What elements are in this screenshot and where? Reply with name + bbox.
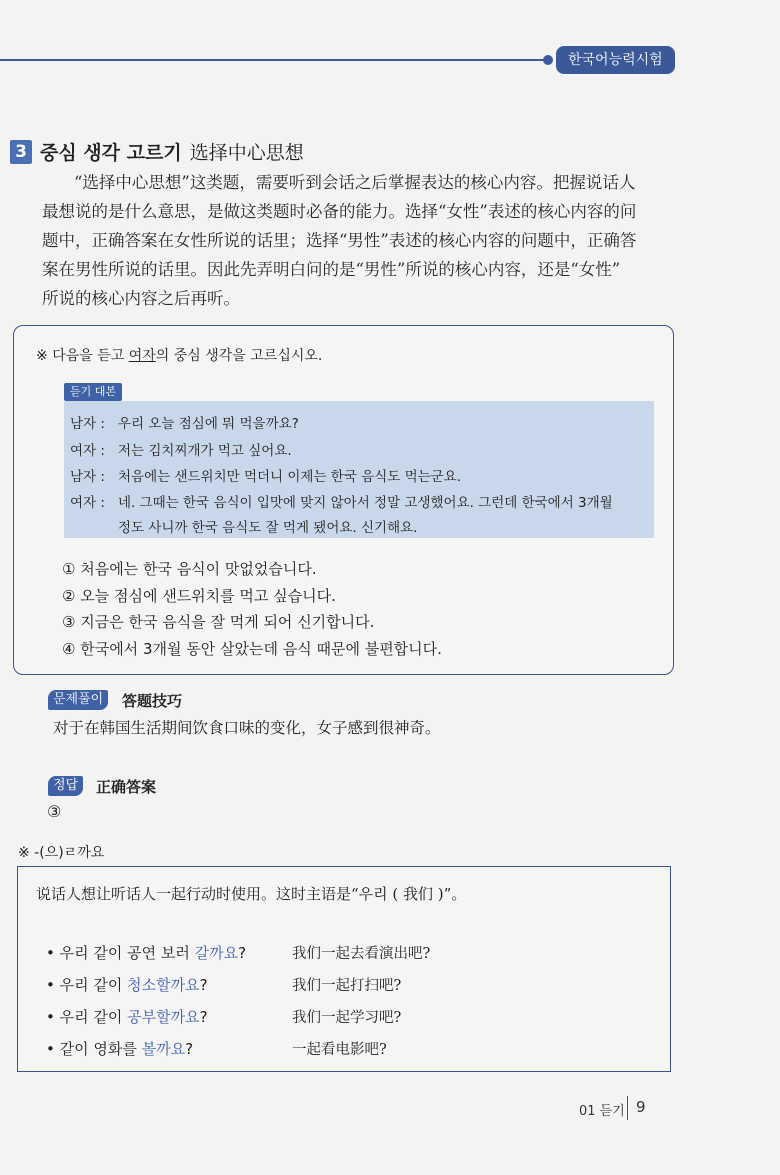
- footer-divider: [627, 1096, 628, 1120]
- section-title: [40, 138, 304, 165]
- section-title-cn: 选择中心思想: [189, 142, 304, 164]
- footer-section: 01 듣기: [579, 1104, 625, 1119]
- header-dot: [543, 55, 553, 65]
- explanation-tag: 문제풀이: [48, 690, 108, 710]
- example-cn: 一起看电影吧?: [292, 1042, 387, 1058]
- grammar-note: ※ -(으)ㄹ까요: [18, 845, 105, 861]
- option-1: ① 처음에는 한국 음식이 맛없었습니다.: [62, 560, 317, 578]
- section-intro: [42, 168, 712, 313]
- example-ko: • 우리 같이 공부할까요?: [46, 1008, 208, 1026]
- intro-line: 最想说的是什么意思，是做这类题时必备的能力。选择“女性”表述的核心内容的问: [42, 202, 637, 221]
- highlight-word: 공부할까요: [127, 1008, 200, 1026]
- intro-line: 案在男性所说的话里。因此先弄明白问的是“男性”所说的核心内容，还是“女性”: [42, 260, 621, 279]
- example-ko: • 우리 같이 공연 보러 갈까요?: [46, 944, 247, 962]
- header-badge: 한국어능력시험: [556, 46, 675, 74]
- explanation-text: 对于在韩国生活期间饮食口味的变化，女子感到很神奇。: [53, 719, 441, 737]
- answer-tag: 정답: [48, 776, 83, 796]
- answer-label: 正确答案: [96, 778, 157, 796]
- highlight-word: 청소할까요: [127, 976, 200, 994]
- question-mark: ※: [36, 348, 48, 364]
- dialog-line: 남자 : 우리 오늘 점심에 뭐 먹을까요?: [70, 416, 299, 432]
- intro-line: 题中，正确答案在女性所说的话里；选择“男性”表述的核心内容的问题中，正确答: [42, 231, 637, 250]
- option-3: ③ 지금은 한국 음식을 잘 먹게 되어 신기합니다.: [62, 613, 375, 631]
- intro-line: 所说的核心内容之后再听。: [42, 289, 240, 308]
- page-number: 9: [636, 1098, 646, 1116]
- example-ko: • 같이 영화를 볼까요?: [46, 1040, 194, 1058]
- intro-line: “选择中心思想”这类题，需要听到会话之后掌握表达的核心内容。把握说话人: [74, 173, 636, 192]
- underlined-word: 여자: [128, 348, 156, 364]
- example-cn: 我们一起打扫吧?: [292, 978, 402, 994]
- option-4: ④ 한국에서 3개월 동안 살았는데 음식 때문에 불편합니다.: [62, 639, 442, 658]
- dialog-line: 남자 : 처음에는 샌드위치만 먹더니 이제는 한국 음식도 먹는군요.: [70, 469, 462, 485]
- header-rule: [0, 59, 548, 61]
- highlight-word: 갈까요: [194, 944, 239, 962]
- question-instruction: ※ 다음을 듣고 여자의 중심 생각을 고르십시오.: [36, 348, 323, 364]
- option-2: ② 오늘 점심에 샌드위치를 먹고 싶습니다.: [62, 586, 336, 605]
- dialog-line: 여자 : 네. 그때는 한국 음식이 입맛에 맞지 않아서 정말 고생했어요. 그런데 한국에서 3개월: [70, 495, 613, 511]
- dialog-line: 정도 사니까 한국 음식도 잘 먹게 됐어요. 신기해요.: [118, 520, 418, 536]
- section-title-ko: 중심 생각 고르기: [40, 142, 182, 164]
- explanation-label: 答题技巧: [122, 692, 183, 710]
- example-cn: 我们一起学习吧?: [292, 1010, 402, 1026]
- dialog-line: 여자 : 저는 김치찌개가 먹고 싶어요.: [70, 443, 292, 459]
- highlight-word: 볼까요: [141, 1040, 186, 1058]
- answer-options: [62, 556, 442, 662]
- answer-value: ③: [47, 802, 62, 821]
- example-ko: • 우리 같이 청소할까요?: [46, 976, 208, 994]
- script-tag: 듣기 대본: [64, 383, 122, 401]
- example-cn: 我们一起去看演出吧?: [292, 946, 431, 962]
- grammar-intro: 说话人想让听话人一起行动时使用。这时主语是“우리 ( 我们 )”。: [36, 885, 467, 903]
- section-number: 3: [10, 140, 32, 164]
